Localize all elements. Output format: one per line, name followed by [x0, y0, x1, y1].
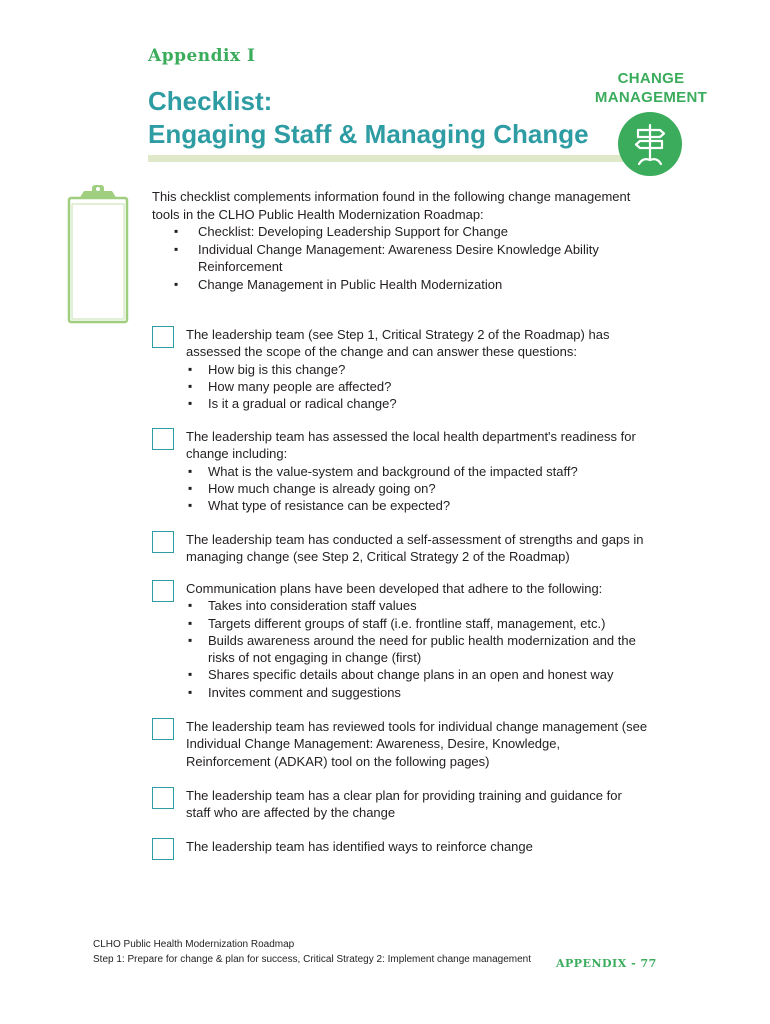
checkbox[interactable]	[152, 787, 174, 809]
checklist-item-text: The leadership team has assessed the local health department's readiness for change including:	[186, 429, 636, 462]
footer	[93, 938, 531, 967]
checkbox[interactable]	[152, 428, 174, 450]
appendix-label: Appendix I	[148, 46, 256, 66]
title-underline	[148, 155, 628, 162]
checklist-item-text: The leadership team has identified ways to reinforce change	[186, 839, 533, 854]
footer-line-2: Step 1: Prepare for change & plan for success, Critical Strategy 2: Implement change management	[93, 953, 532, 965]
intro-bullet: ▪ Change Management in Public Health Modernization	[152, 276, 632, 294]
checklist-item-text: The leadership team has conducted a self-assessment of strengths and gaps in managing change (see Step 2, Critical Strategy 2 of the Roadmap)	[186, 532, 644, 565]
checklist-bullet: ▪ How much change is already going on?	[186, 480, 648, 497]
checklist-bullet: ▪ Takes into consideration staff values	[186, 597, 648, 614]
title-line-1: Checklist:	[148, 86, 273, 116]
intro-text: This checklist complements information found in the following change management tools in the CLHO Public Health Modernization Roadmap:	[152, 189, 631, 222]
footer-line-1: CLHO Public Health Modernization Roadmap	[93, 939, 295, 950]
checklist-bullet: ▪ Shares specific details about change plans in an open and honest way	[186, 666, 648, 683]
checklist-bullet: ▪ Targets different groups of staff (i.e. frontline staff, management, etc.)	[186, 615, 648, 632]
category-line-2: MANAGEMENT	[594, 89, 708, 106]
checklist-bullet: ▪ How big is this change?	[186, 361, 648, 378]
intro-section	[152, 188, 632, 293]
checklist-item-text: The leadership team (see Step 1, Critical Strategy 2 of the Roadmap) has assessed the scope of the change and can answer these questions:	[186, 327, 610, 360]
checklist-bullet: ▪ How many people are affected?	[186, 378, 648, 395]
checklist-item-text: The leadership team has a clear plan for providing training and guidance for staff who are affected by the change	[186, 788, 622, 821]
checkbox[interactable]	[152, 580, 174, 602]
checkbox[interactable]	[152, 531, 174, 553]
category-label	[584, 69, 718, 107]
page-number: APPENDIX - 77	[556, 957, 657, 970]
intro-bullets	[152, 223, 632, 293]
checklist-item-bullets	[186, 463, 648, 515]
checklist-item-text: Communication plans have been developed that adhere to the following:	[186, 581, 603, 596]
checklist-item-bullets	[186, 597, 648, 701]
checklist-bullet: ▪ Builds awareness around the need for public health modernization and the risks of not engaging in change (first)	[186, 632, 648, 667]
category-line-1: CHANGE	[617, 70, 685, 87]
title-line-2: Engaging Staff & Managing Change	[148, 119, 589, 149]
intro-bullet: ▪ Checklist: Developing Leadership Support for Change	[152, 223, 632, 241]
signpost-icon	[618, 112, 682, 176]
checklist-bullet: ▪ What is the value-system and background of the impacted staff?	[186, 463, 648, 480]
checkbox[interactable]	[152, 326, 174, 348]
checklist-item-bullets	[186, 361, 648, 413]
checklist-bullet: ▪ Is it a gradual or radical change?	[186, 395, 648, 412]
checkbox[interactable]	[152, 838, 174, 860]
intro-bullet: ▪ Individual Change Management: Awareness Desire Knowledge Ability Reinforcement	[152, 241, 632, 276]
checkbox[interactable]	[152, 718, 174, 740]
page-title	[148, 85, 589, 151]
checklist-bullet: ▪ Invites comment and suggestions	[186, 684, 648, 701]
checklist-item-text: The leadership team has reviewed tools for individual change management (see Individual Change Management: Awareness, Desire, Knowledge, Reinforcement (ADKAR) tool on the following pages)	[186, 719, 648, 769]
clipboard-icon	[67, 182, 129, 329]
checklist-bullet: ▪ What type of resistance can be expected?	[186, 497, 648, 514]
